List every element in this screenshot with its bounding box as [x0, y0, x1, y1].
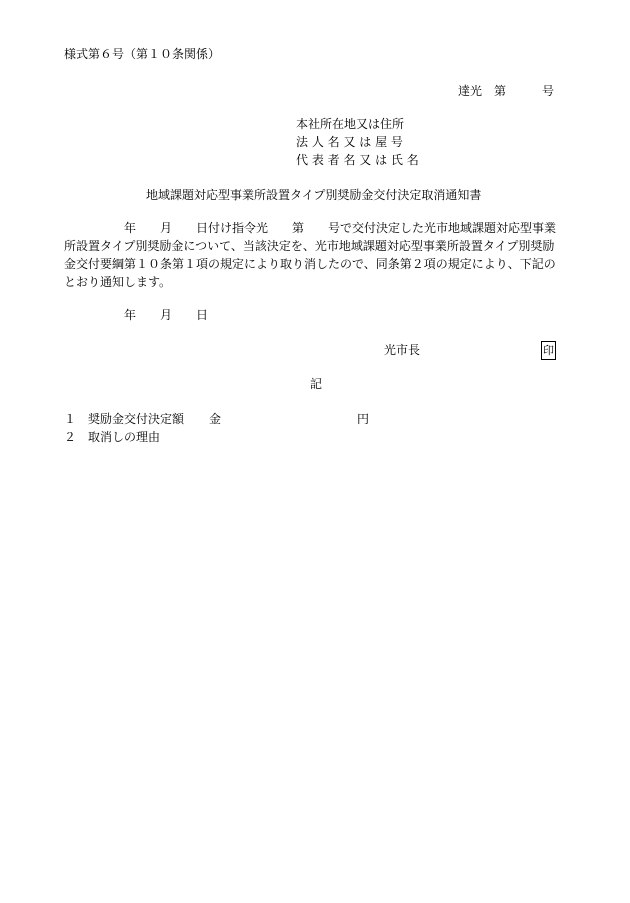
form-header: 様式第６号（第１０条関係） [64, 47, 221, 61]
item-2-number: ２ [64, 430, 77, 444]
body-line-2: 所設置タイプ別奨励金について、当該決定を、光市地域課題対応型事業所設置タイプ別奨励 [64, 239, 555, 253]
item-1-value-suffix: 円 [357, 412, 370, 426]
recipient-name: 法 人 名 又 は 屋 号 [296, 135, 403, 149]
item-2-label: 取消しの理由 [88, 430, 161, 444]
item-1-label: 奨励金交付決定額 [88, 412, 185, 426]
item-1-value-prefix: 金 [209, 412, 222, 426]
seal-label: 印 [543, 344, 554, 357]
body-line-3: 金交付要綱第１０条第１項の規定により取り消したので、同条第２項の規定により、下記の [64, 257, 556, 271]
body-line-1: 年 月 日付け指令光 第 号で交付決定した光市地域課題対応型事業 [124, 221, 557, 235]
issuer-name: 光市長 [384, 343, 421, 357]
ki-heading: 記 [310, 377, 323, 391]
body-line-4: とおり通知します。 [64, 275, 172, 289]
notice-date: 年 月 日 [124, 308, 209, 322]
recipient-representative: 代 表 者 名 又 は 氏 名 [296, 153, 419, 167]
recipient-address: 本社所在地又は住所 [296, 117, 405, 131]
seal-box [541, 341, 556, 360]
item-1-number: １ [64, 412, 77, 426]
reference-number: 達光 第 号 [458, 84, 555, 98]
document-title: 地域課題対応型事業所設置タイプ別奨励金交付決定取消通知書 [146, 188, 482, 202]
